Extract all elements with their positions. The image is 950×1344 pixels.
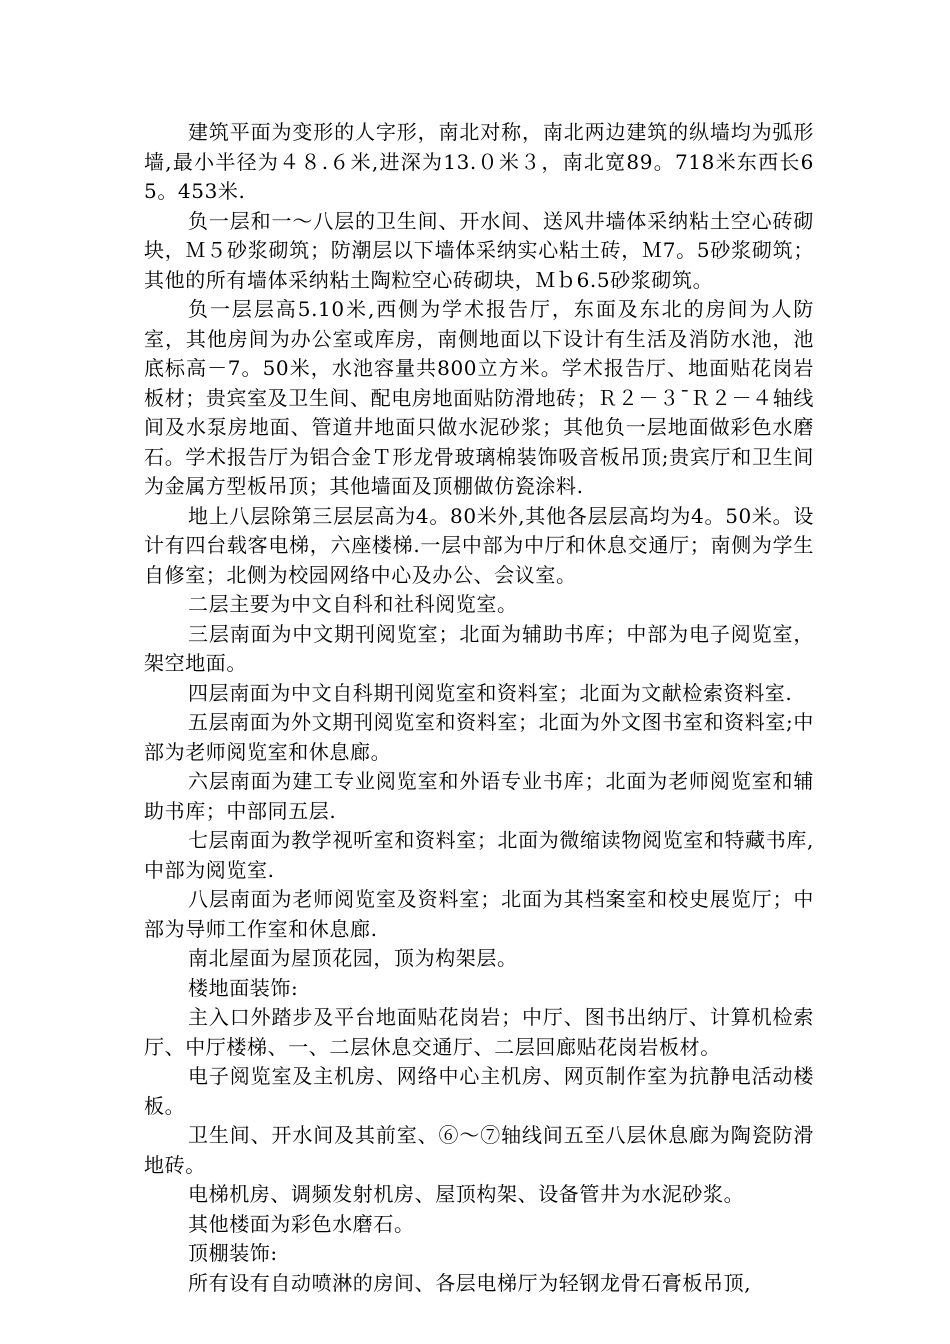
paragraph-basement: 负一层层高5.10米,西侧为学术报告厅，东面及东北的房间为人防室，其他房间为办公室或库房，南侧地面以下设计有生活及消防水池，池底标高－7。50米，水池容量共800立方米。学术报告厅、地面贴花岗岩板材；贵宾室及卫生间、配电房地面贴防滑地砖；Ｒ２－３¯Ｒ２－４轴线间及水泵房地面、管道井地面只做水泥砂浆；其他负一层地面做彩色水磨石。学术报告厅为铝合金Ｔ形龙骨玻璃棉装饰吸音板吊顶;贵宾厅和卫生间为金属方型板吊顶；其他墙面及顶棚做仿瓷涂料. (144, 297, 814, 498)
paragraph-granite-areas: 主入口外踏步及平台地面贴花岗岩；中厅、图书出纳厅、计算机检索厅、中厅楼梯、一、二层休息交通厅、二层回廊贴花岗岩板材。 (144, 1005, 814, 1059)
document-body (144, 118, 814, 1298)
paragraph-floor-4: 四层南面为中文自科期刊阅览室和资料室；北面为文献检索资料室. (188, 680, 793, 705)
paragraph-floors-overview: 地上八层除第三层层高为4。80米外,其他各层层高均为4。50米。设计有四台载客电梯，六座楼梯.一层中部为中厅和休息交通厅；南侧为学生自修室；北侧为校园网络中心及办公、会议室。 (144, 503, 814, 587)
paragraph-ceramic-tiles: 卫生间、开水间及其前室、⑥～⑦轴线间五至八层休息廊为陶瓷防滑地砖。 (144, 1123, 814, 1177)
paragraph-antistatic-floor: 电子阅览室及主机房、网络中心主机房、网页制作室为抗静电活动楼板。 (144, 1064, 814, 1118)
paragraph-roof: 南北屋面为屋顶花园，顶为构架层。 (188, 946, 518, 970)
paragraph-cement-mortar: 电梯机房、调频发射机房、屋顶构架、设备管井为水泥砂浆。 (188, 1182, 745, 1206)
paragraph-terrazzo: 其他楼面为彩色水磨石。 (188, 1211, 415, 1236)
paragraph-floor-8: 八层南面为老师阅览室及资料室；北面为其档案室和校史展览厅；中部为导师工作室和休息廊. (144, 887, 814, 941)
paragraph-building-plan: 建筑平面为变形的人字形，南北对称，南北两边建筑的纵墙均为弧形墙,最小半径为４８.６米,进深为13.０米３，南北宽89。718米东西长65。453米. (144, 120, 814, 203)
heading-ceiling-finish: 顶棚装饰: (188, 1241, 278, 1265)
paragraph-floor-6: 六层南面为建工专业阅览室和外语专业书库；北面为老师阅览室和辅助书库；中部同五层. (144, 769, 814, 823)
paragraph-ceiling-gypsum: 所有设有自动喷淋的房间、各层电梯厅为轻钢龙骨石膏板吊顶, (188, 1270, 752, 1295)
heading-floor-finish: 楼地面装饰: (188, 975, 299, 1000)
paragraph-wall-materials: 负一层和一～八层的卫生间、开水间、送风井墙体采纳粘土空心砖砌块，Ｍ５砂浆砌筑；防潮层以下墙体采纳实心粘土砖，Ｍ7。5砂浆砌筑；其他的所有墙体采纳粘土陶粒空心砖砌块，Ｍｂ6.5砂浆砌筑。 (144, 208, 814, 292)
paragraph-floor-7: 七层南面为教学视听室和资料室；北面为微缩读物阅览室和特藏书库,中部为阅览室. (144, 828, 814, 882)
paragraph-floor-5: 五层南面为外文期刊阅览室和资料室；北面为外文图书室和资料室;中部为老师阅览室和休息廊。 (144, 710, 814, 764)
paragraph-floor-3: 三层南面为中文期刊阅览室；北面为辅助书库；中部为电子阅览室，架空地面。 (144, 621, 814, 675)
paragraph-floor-2: 二层主要为中文自科和社科阅览室。 (188, 592, 518, 616)
